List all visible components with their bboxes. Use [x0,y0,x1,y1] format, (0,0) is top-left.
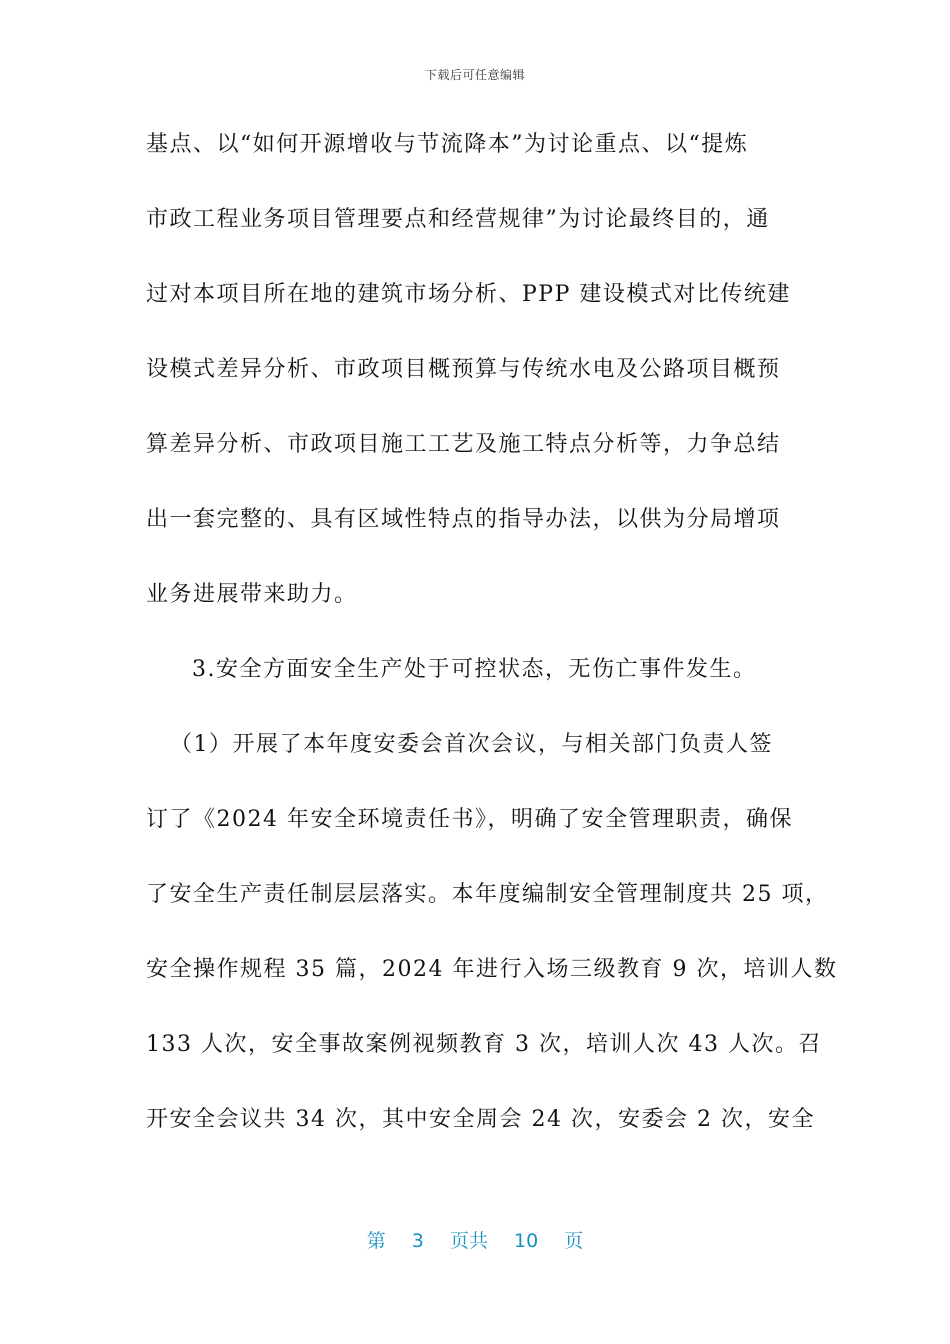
footer-prefix: 第 [366,1230,386,1252]
footer-total-pages: 10 [514,1230,539,1252]
text-line: 过对本项目所在地的建筑市场分析、PPP 建设模式对比传统建 [146,282,791,307]
paragraph-start: （1）开展了本年度安委会首次会议，与相关部门负责人签 [170,732,773,757]
text-line: 基点、以“如何开源增收与节流降本”为讨论重点、以“提炼 [146,132,749,157]
page-footer [0,1226,950,1253]
text-line: 算差异分析、市政项目施工工艺及施工特点分析等，力争总结 [146,432,781,457]
text-line: 开安全会议共 34 次，其中安全周会 24 次，安委会 2 次，安全 [146,1107,815,1132]
text-line: 133 人次，安全事故案例视频教育 3 次，培训人次 43 人次。召 [146,1032,822,1057]
text-line: 出一套完整的、具有区域性特点的指导办法，以供为分局增项 [146,507,781,532]
page-header: 下载后可任意编辑 [424,68,525,82]
footer-suffix: 页 [564,1230,584,1252]
text-line: 订了《2024 年安全环境责任书》，明确了安全管理职责，确保 [146,807,793,832]
document-body [146,128,838,1178]
section-heading: 3.安全方面安全生产处于可控状态，无伤亡事件发生。 [192,657,757,682]
text-line: 设模式差异分析、市政项目概预算与传统水电及公路项目概预 [146,357,781,382]
text-line: 安全操作规程 35 篇，2024 年进行入场三级教育 9 次，培训人数 [146,957,838,982]
text-line: 业务进展带来助力。 [146,582,358,607]
text-line: 了安全生产责任制层层落实。本年度编制安全管理制度共 25 项， [146,882,829,907]
text-line: 市政工程业务项目管理要点和经营规律”为讨论最终目的，通 [146,207,770,232]
footer-page-number: 3 [411,1230,424,1252]
footer-middle: 页共 [449,1230,488,1252]
